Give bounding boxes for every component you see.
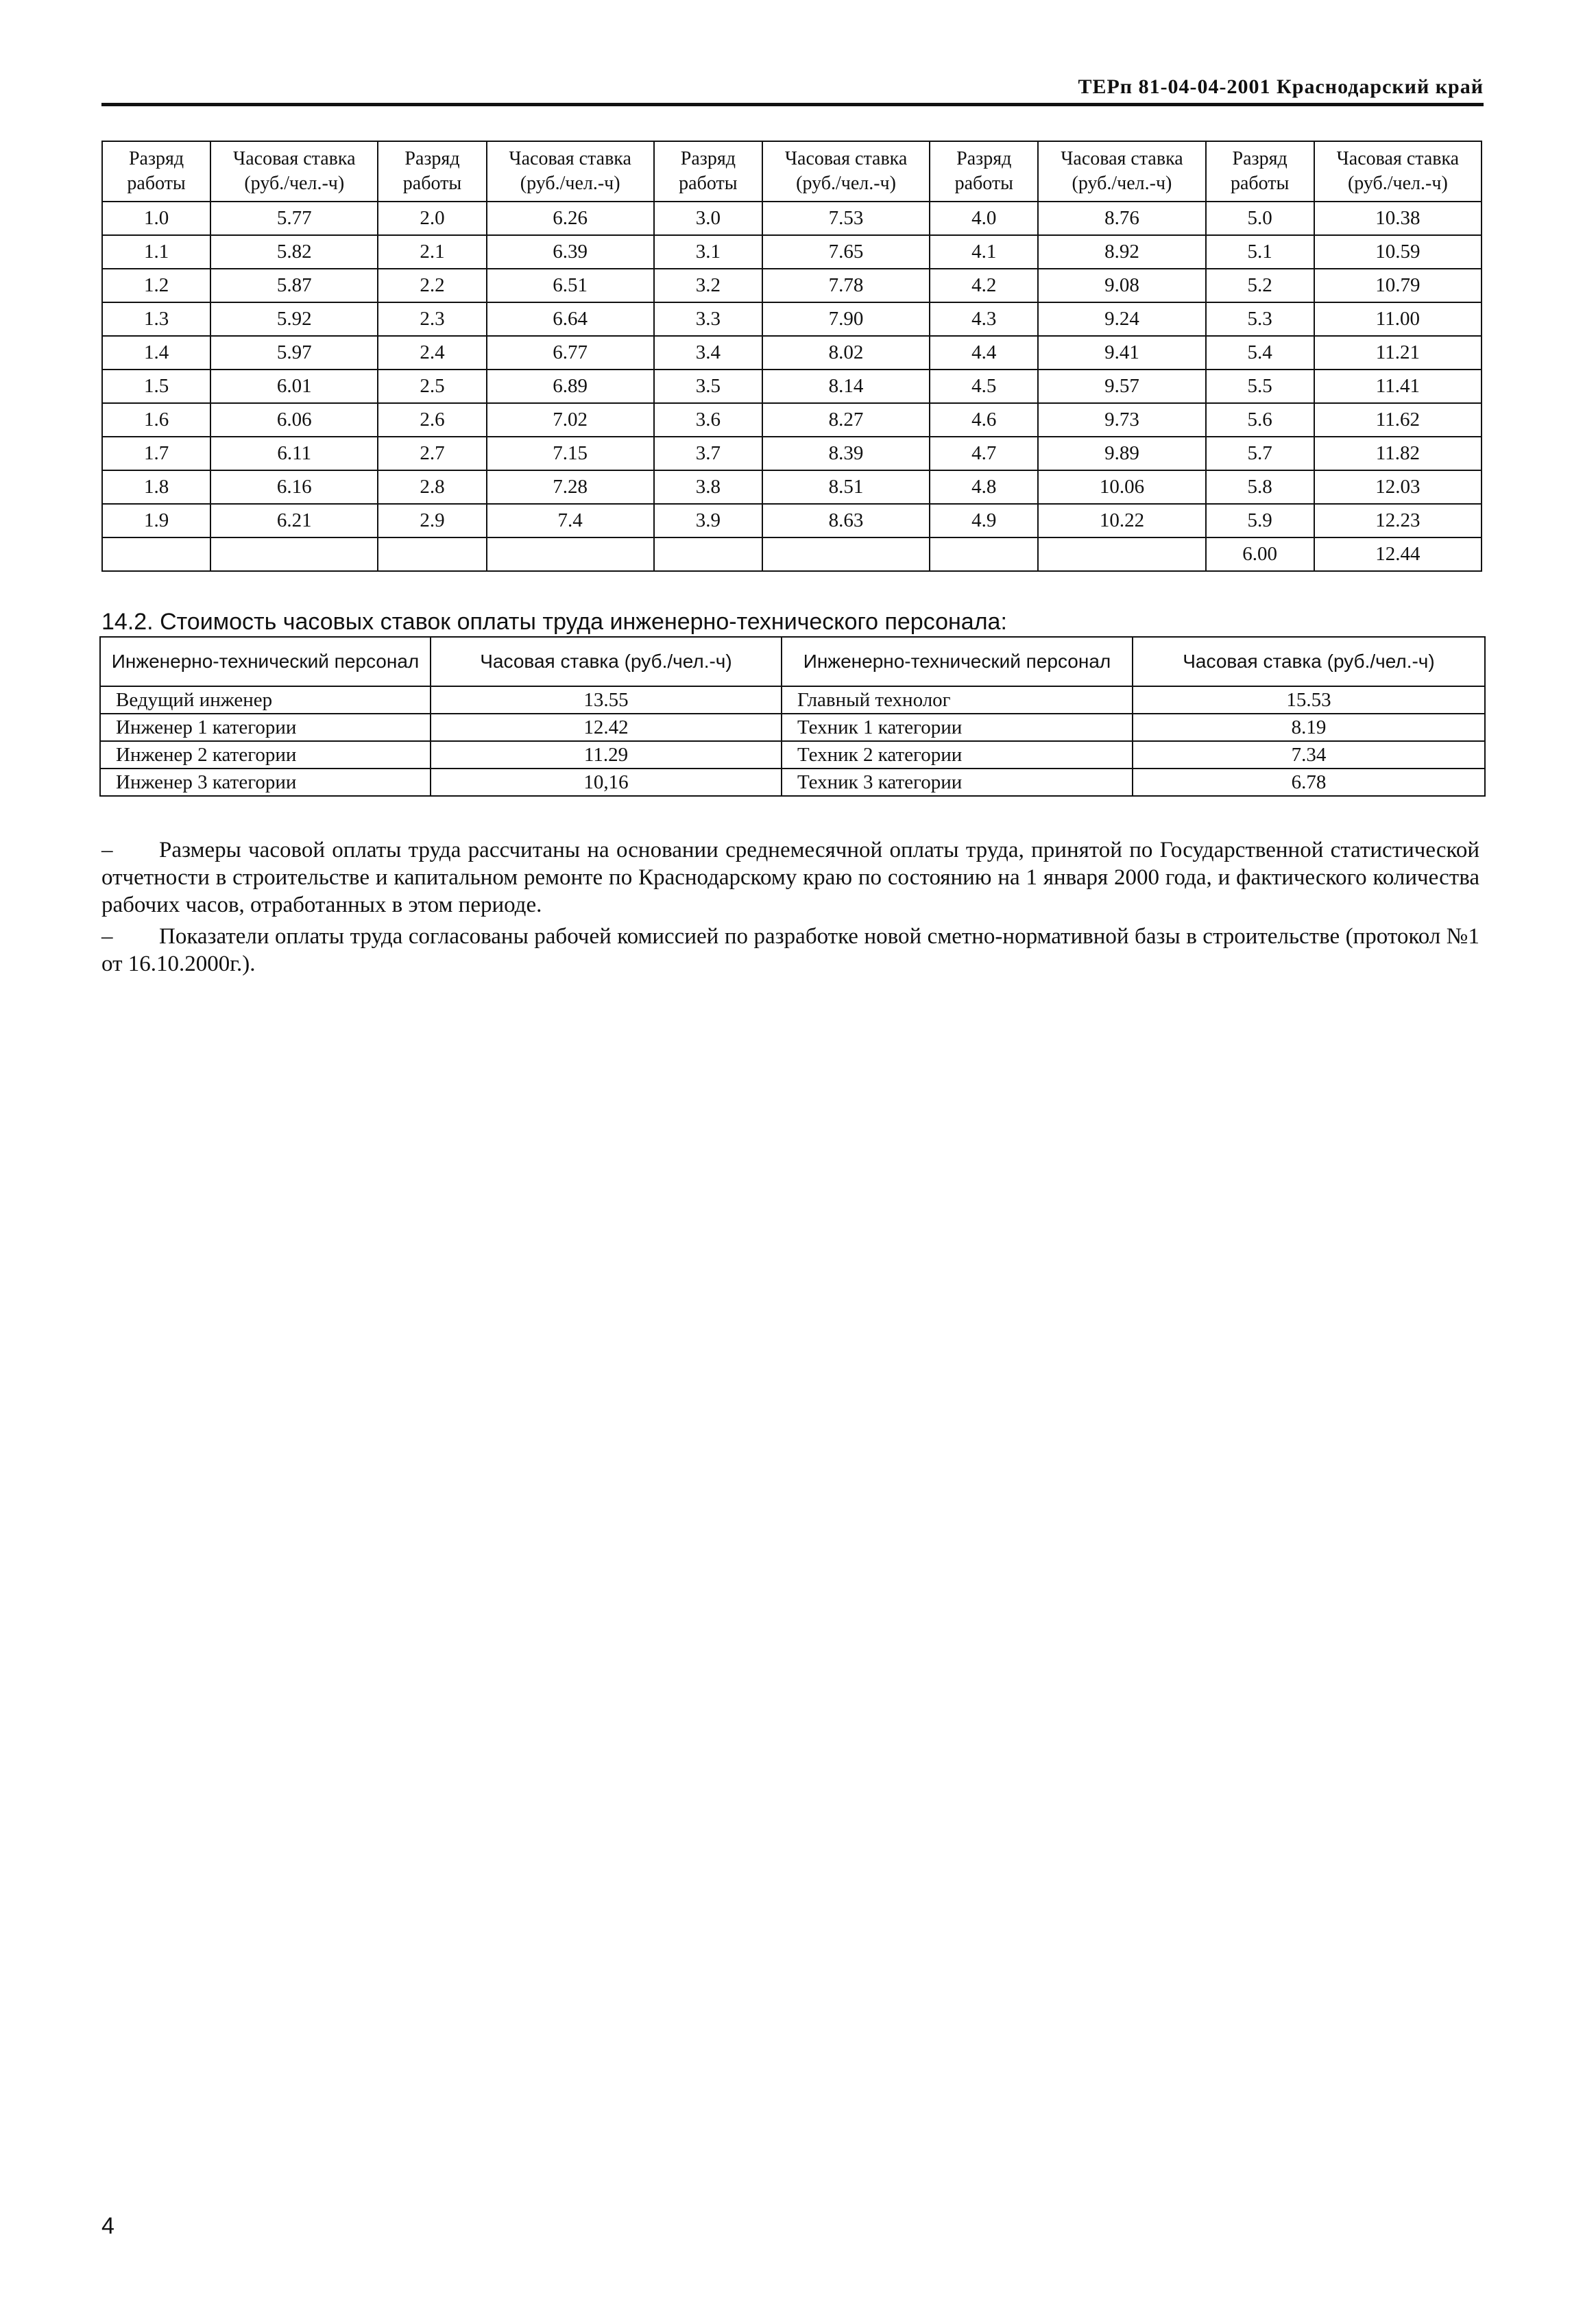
table-row [100, 686, 1485, 714]
position-cell: Инженер 3 категории [100, 769, 431, 796]
header-grade: Разряд работы [102, 141, 210, 202]
grade-cell: 4.7 [930, 437, 1038, 470]
notes-section [101, 836, 1479, 982]
rate-cell: 9.41 [1038, 336, 1205, 370]
table-row [102, 470, 1482, 504]
grade-cell: 2.0 [378, 202, 486, 235]
rate-cell: 6.26 [487, 202, 654, 235]
rate-cell: 6.16 [210, 470, 378, 504]
rate-cell: 11.41 [1314, 370, 1482, 403]
rate-cell: 7.78 [762, 269, 930, 302]
rate-cell: 10.59 [1314, 235, 1482, 269]
rate-cell: 5.87 [210, 269, 378, 302]
rate-cell: 8.39 [762, 437, 930, 470]
grade-cell: 5.4 [1206, 336, 1314, 370]
grade-cell: 2.9 [378, 504, 486, 537]
grade-cell: 1.0 [102, 202, 210, 235]
grade-cell: 4.8 [930, 470, 1038, 504]
grade-cell: 4.6 [930, 403, 1038, 437]
rate-cell: 7.90 [762, 302, 930, 336]
position-cell: Инженер 1 категории [100, 714, 431, 741]
table-row [102, 202, 1482, 235]
grade-cell: 5.8 [1206, 470, 1314, 504]
rate-cell: 7.65 [762, 235, 930, 269]
grade-cell: 4.1 [930, 235, 1038, 269]
grade-cell: 3.5 [654, 370, 762, 403]
rate-cell [210, 537, 378, 571]
rate-cell: 8.02 [762, 336, 930, 370]
grade-cell: 3.6 [654, 403, 762, 437]
grade-cell: 3.8 [654, 470, 762, 504]
rate-cell: 10.38 [1314, 202, 1482, 235]
rate-cell: 6.89 [487, 370, 654, 403]
rate-cell: 7.4 [487, 504, 654, 537]
worker-rates-table [101, 141, 1482, 572]
rate-cell: 10,16 [431, 769, 782, 796]
rate-cell: 10.79 [1314, 269, 1482, 302]
table-row [102, 370, 1482, 403]
rate-cell [487, 537, 654, 571]
rate-cell: 8.14 [762, 370, 930, 403]
rate-cell: 6.51 [487, 269, 654, 302]
grade-cell: 5.0 [1206, 202, 1314, 235]
grade-cell: 3.2 [654, 269, 762, 302]
rate-cell: 10.22 [1038, 504, 1205, 537]
grade-cell: 5.9 [1206, 504, 1314, 537]
rate-cell: 12.23 [1314, 504, 1482, 537]
rate-cell: 8.19 [1133, 714, 1485, 741]
grade-cell: 4.2 [930, 269, 1038, 302]
position-cell: Ведущий инженер [100, 686, 431, 714]
table-row [102, 504, 1482, 537]
rate-cell: 9.89 [1038, 437, 1205, 470]
header-hourly-rate: Часовая ставка (руб./чел.-ч) [1038, 141, 1205, 202]
rate-cell: 6.77 [487, 336, 654, 370]
header-rule [101, 103, 1484, 106]
grade-cell: 5.2 [1206, 269, 1314, 302]
grade-cell: 1.6 [102, 403, 210, 437]
table-row [102, 302, 1482, 336]
grade-cell: 2.5 [378, 370, 486, 403]
header-hourly-rate: Часовая ставка (руб./чел.-ч) [487, 141, 654, 202]
table-row [100, 741, 1485, 769]
table-row [102, 437, 1482, 470]
rate-cell: 7.53 [762, 202, 930, 235]
grade-cell: 4.3 [930, 302, 1038, 336]
rate-cell: 12.44 [1314, 537, 1482, 571]
rate-cell: 9.73 [1038, 403, 1205, 437]
header-grade: Разряд работы [654, 141, 762, 202]
grade-cell: 2.7 [378, 437, 486, 470]
grade-cell: 1.1 [102, 235, 210, 269]
table-row [102, 537, 1482, 571]
grade-cell: 2.3 [378, 302, 486, 336]
rate-cell: 11.29 [431, 741, 782, 769]
page-header-title: ТЕРп 81-04-04-2001 Краснодарский край [1078, 75, 1484, 98]
rate-cell: 8.92 [1038, 235, 1205, 269]
note-text: Показатели оплаты труда согласованы рабочей комиссией по разработке новой сметно-нормативной базы в строительстве (протокол №1 от 16.10.2000г.). [101, 924, 1479, 976]
rate-cell: 8.51 [762, 470, 930, 504]
table-row [102, 403, 1482, 437]
page-number: 4 [101, 2213, 114, 2239]
rate-cell [762, 537, 930, 571]
rate-cell: 6.06 [210, 403, 378, 437]
rate-cell: 5.97 [210, 336, 378, 370]
rate-cell: 15.53 [1133, 686, 1485, 714]
rate-cell: 11.21 [1314, 336, 1482, 370]
table-row [100, 714, 1485, 741]
rate-cell: 5.92 [210, 302, 378, 336]
grade-cell [378, 537, 486, 571]
header-hourly-rate: Часовая ставка (руб./чел.-ч) [762, 141, 930, 202]
rate-cell: 10.06 [1038, 470, 1205, 504]
rate-cell: 7.02 [487, 403, 654, 437]
rate-cell: 8.27 [762, 403, 930, 437]
rate-cell: 11.82 [1314, 437, 1482, 470]
rate-cell: 6.01 [210, 370, 378, 403]
rate-cell: 5.77 [210, 202, 378, 235]
rate-cell: 8.63 [762, 504, 930, 537]
grade-cell [930, 537, 1038, 571]
rate-cell: 9.57 [1038, 370, 1205, 403]
rate-cell: 8.76 [1038, 202, 1205, 235]
rate-cell: 5.82 [210, 235, 378, 269]
grade-cell: 5.7 [1206, 437, 1314, 470]
rate-cell: 7.28 [487, 470, 654, 504]
note-dash: – [101, 838, 113, 862]
rate-cell: 9.08 [1038, 269, 1205, 302]
rate-cell: 7.34 [1133, 741, 1485, 769]
table-row [102, 235, 1482, 269]
rate-cell: 6.21 [210, 504, 378, 537]
header-hourly-rate: Часовая ставка (руб./чел.-ч) [1133, 637, 1485, 686]
header-grade: Разряд работы [1206, 141, 1314, 202]
grade-cell: 4.5 [930, 370, 1038, 403]
grade-cell: 1.4 [102, 336, 210, 370]
grade-cell: 2.4 [378, 336, 486, 370]
grade-cell: 1.2 [102, 269, 210, 302]
rate-cell: 6.64 [487, 302, 654, 336]
rate-cell: 11.00 [1314, 302, 1482, 336]
table-header-row [102, 141, 1482, 202]
grade-cell: 6.00 [1206, 537, 1314, 571]
grade-cell: 3.1 [654, 235, 762, 269]
grade-cell: 1.9 [102, 504, 210, 537]
table-row [100, 769, 1485, 796]
header-hourly-rate: Часовая ставка (руб./чел.-ч) [210, 141, 378, 202]
position-cell: Главный технолог [782, 686, 1133, 714]
grade-cell: 1.8 [102, 470, 210, 504]
note-item [101, 836, 1479, 919]
note-item [101, 923, 1479, 978]
grade-cell: 2.6 [378, 403, 486, 437]
header-grade: Разряд работы [378, 141, 486, 202]
rate-cell: 6.39 [487, 235, 654, 269]
rate-cell: 11.62 [1314, 403, 1482, 437]
grade-cell: 3.0 [654, 202, 762, 235]
grade-cell: 4.4 [930, 336, 1038, 370]
grade-cell: 2.8 [378, 470, 486, 504]
rate-cell: 13.55 [431, 686, 782, 714]
position-cell: Техник 1 категории [782, 714, 1133, 741]
section-14-2-title: 14.2. Стоимость часовых ставок оплаты труда инженерно-технического персонала: [101, 609, 1007, 635]
grade-cell: 2.1 [378, 235, 486, 269]
header-hourly-rate: Часовая ставка (руб./чел.-ч) [1314, 141, 1482, 202]
position-cell: Техник 2 категории [782, 741, 1133, 769]
rate-cell: 6.78 [1133, 769, 1485, 796]
position-cell: Инженер 2 категории [100, 741, 431, 769]
table-row [102, 269, 1482, 302]
grade-cell: 5.1 [1206, 235, 1314, 269]
rate-cell: 12.42 [431, 714, 782, 741]
grade-cell [654, 537, 762, 571]
header-staff-position: Инженерно-технический персонал [782, 637, 1133, 686]
note-dash: – [101, 924, 113, 949]
grade-cell: 1.7 [102, 437, 210, 470]
table-header-row [100, 637, 1485, 686]
grade-cell [102, 537, 210, 571]
header-staff-position: Инженерно-технический персонал [100, 637, 431, 686]
rate-cell: 9.24 [1038, 302, 1205, 336]
rate-cell: 6.11 [210, 437, 378, 470]
table-row [102, 336, 1482, 370]
grade-cell: 5.3 [1206, 302, 1314, 336]
grade-cell: 4.0 [930, 202, 1038, 235]
engineering-staff-rates-table [99, 636, 1486, 797]
rate-cell: 7.15 [487, 437, 654, 470]
grade-cell: 1.5 [102, 370, 210, 403]
grade-cell: 3.7 [654, 437, 762, 470]
grade-cell: 5.5 [1206, 370, 1314, 403]
grade-cell: 5.6 [1206, 403, 1314, 437]
header-grade: Разряд работы [930, 141, 1038, 202]
rate-cell [1038, 537, 1205, 571]
header-hourly-rate: Часовая ставка (руб./чел.-ч) [431, 637, 782, 686]
note-text: Размеры часовой оплаты труда рассчитаны на основании среднемесячной оплаты труда, принятой по Государственной статистической отчетности в строительстве и капитальном ремонте по Краснодарскому краю по состоянию на 1 января 2000 года, и фактического количества рабочих часов, отработанных в этом периоде. [101, 838, 1479, 917]
grade-cell: 3.3 [654, 302, 762, 336]
grade-cell: 3.9 [654, 504, 762, 537]
position-cell: Техник 3 категории [782, 769, 1133, 796]
grade-cell: 2.2 [378, 269, 486, 302]
grade-cell: 1.3 [102, 302, 210, 336]
grade-cell: 4.9 [930, 504, 1038, 537]
grade-cell: 3.4 [654, 336, 762, 370]
rate-cell: 12.03 [1314, 470, 1482, 504]
